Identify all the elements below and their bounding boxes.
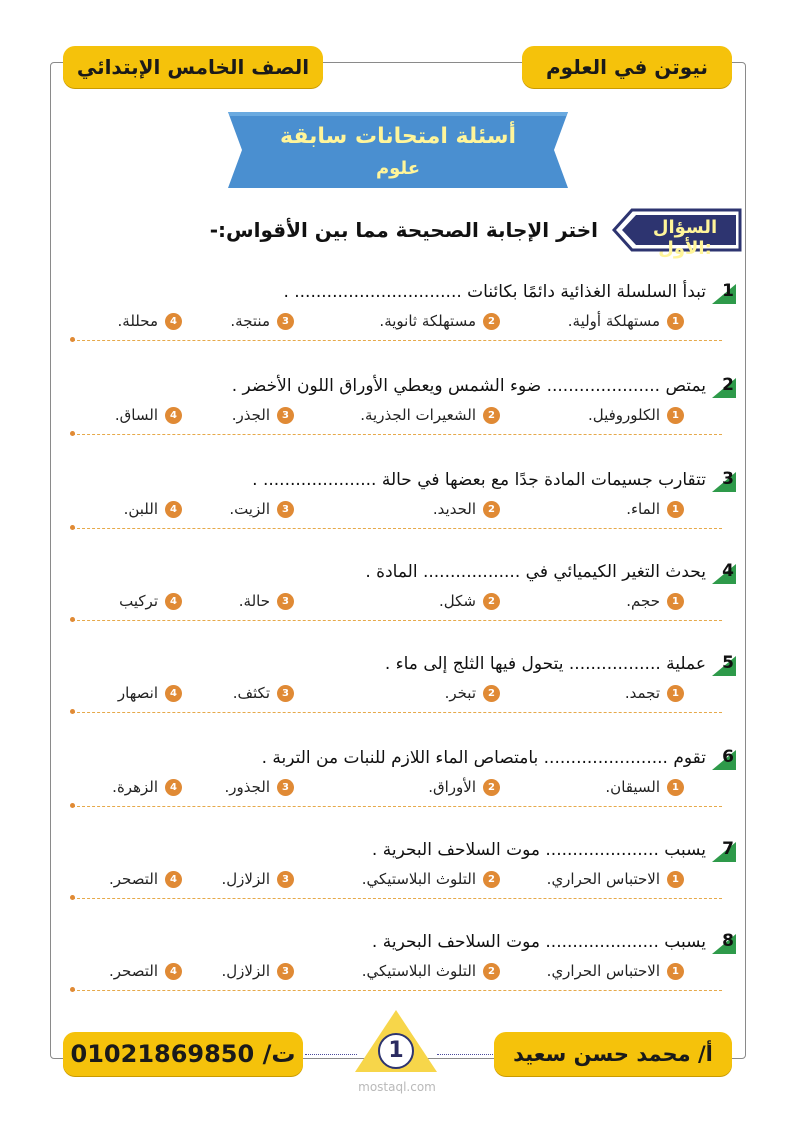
option-label: تكثف. xyxy=(232,684,270,702)
option-choice[interactable] xyxy=(362,870,500,888)
option-number: 3 xyxy=(277,593,294,610)
option-label: التصحر. xyxy=(109,962,158,980)
option-label: الأوراق. xyxy=(428,778,476,796)
option-label: الجذر. xyxy=(231,406,270,424)
teacher-label: أ/ محمد حسن سعيد xyxy=(494,1032,732,1076)
option-label: حالة. xyxy=(238,592,270,610)
question-number-badge xyxy=(710,282,738,306)
option-choice[interactable] xyxy=(222,962,294,980)
option-number: 2 xyxy=(483,871,500,888)
option-label: اللبن. xyxy=(123,500,158,518)
option-choice[interactable] xyxy=(433,500,500,518)
option-choice[interactable] xyxy=(109,962,182,980)
option-label: منتجة. xyxy=(230,312,270,330)
question-text: يمتص ..................... ضوء الشمس ويعطي الأوراق اللون الأخضر . xyxy=(231,376,706,396)
option-choice[interactable] xyxy=(118,312,182,330)
option-number: 4 xyxy=(165,501,182,518)
option-label: الزهرة. xyxy=(112,778,158,796)
option-label: الزلازل. xyxy=(221,870,270,888)
question-number: 8 xyxy=(722,931,734,951)
option-label: انصهار xyxy=(117,684,158,702)
question-item xyxy=(72,282,742,352)
question-item xyxy=(72,562,742,632)
option-choice[interactable] xyxy=(112,778,182,796)
option-number: 3 xyxy=(277,871,294,888)
question-text: يسبب ..................... موت السلاحف البحرية . xyxy=(371,840,706,860)
option-choice[interactable] xyxy=(230,312,294,330)
question-number: 2 xyxy=(722,375,734,395)
option-choice[interactable] xyxy=(547,962,684,980)
question-number-badge xyxy=(710,562,738,586)
question-text: عملية ................. يتحول فيها الثلج إلى ماء . xyxy=(384,654,706,674)
option-number: 1 xyxy=(667,501,684,518)
option-choice[interactable] xyxy=(626,500,684,518)
option-number: 2 xyxy=(483,779,500,796)
question-number-badge xyxy=(710,470,738,494)
option-label: مستهلكة ثانوية. xyxy=(379,312,476,330)
option-label: التصحر. xyxy=(109,870,158,888)
option-label: الزيت. xyxy=(229,500,270,518)
dashed-divider xyxy=(72,806,722,808)
question-number-badge xyxy=(710,840,738,864)
question-number: 1 xyxy=(722,281,734,301)
option-number: 1 xyxy=(667,685,684,702)
option-choice[interactable] xyxy=(379,312,500,330)
question-number-badge xyxy=(710,932,738,956)
page-number: 1 xyxy=(388,1038,404,1063)
question-number-badge xyxy=(710,654,738,678)
option-label: الاحتباس الحراري. xyxy=(546,870,660,888)
option-label: الساق. xyxy=(114,406,158,424)
phone-label: ت/ 01021869850 xyxy=(63,1032,303,1076)
footer-dotted-line-left xyxy=(305,1054,357,1056)
option-number: 2 xyxy=(483,313,500,330)
option-number: 1 xyxy=(667,963,684,980)
option-choice[interactable] xyxy=(362,962,500,980)
option-label: مستهلكة أولية. xyxy=(567,312,660,330)
option-choice[interactable] xyxy=(124,500,182,518)
question-number: 7 xyxy=(722,839,734,859)
option-number: 2 xyxy=(483,407,500,424)
option-choice[interactable] xyxy=(118,684,182,702)
question-number: 5 xyxy=(722,653,734,673)
dashed-divider xyxy=(72,712,722,714)
footer-dotted-line-right xyxy=(437,1054,493,1056)
option-label: تجمد. xyxy=(624,684,660,702)
option-choice[interactable] xyxy=(229,500,294,518)
option-number: 3 xyxy=(277,501,294,518)
option-number: 4 xyxy=(165,407,182,424)
option-label: شكل. xyxy=(439,592,476,610)
dashed-divider xyxy=(72,528,722,530)
option-choice[interactable] xyxy=(445,684,500,702)
question-tag xyxy=(612,208,742,259)
option-choice[interactable] xyxy=(626,592,684,610)
option-choice[interactable] xyxy=(224,778,294,796)
option-choice[interactable] xyxy=(233,684,294,702)
option-number: 3 xyxy=(277,963,294,980)
option-number: 1 xyxy=(667,407,684,424)
option-choice[interactable] xyxy=(439,592,500,610)
option-number: 4 xyxy=(165,593,182,610)
question-item xyxy=(72,470,742,540)
question-item xyxy=(72,748,742,818)
question-text: يسبب ..................... موت السلاحف البحرية . xyxy=(371,932,706,952)
option-label: الماء. xyxy=(626,500,660,518)
option-choice[interactable] xyxy=(428,778,500,796)
dashed-divider xyxy=(72,434,722,436)
option-number: 1 xyxy=(667,779,684,796)
dashed-divider xyxy=(72,990,722,992)
option-number: 3 xyxy=(277,685,294,702)
option-number: 1 xyxy=(667,313,684,330)
question-text: تقوم ....................... بامتصاص الماء اللازم للنبات من التربة . xyxy=(261,748,706,768)
option-number: 1 xyxy=(667,871,684,888)
option-label: الجذور. xyxy=(224,778,270,796)
question-item xyxy=(72,376,742,446)
option-number: 2 xyxy=(483,963,500,980)
option-choice[interactable] xyxy=(239,592,294,610)
option-choice[interactable] xyxy=(547,870,684,888)
dashed-divider xyxy=(72,898,722,900)
question-number: 3 xyxy=(722,469,734,489)
option-number: 4 xyxy=(165,779,182,796)
question-text: تبدأ السلسلة الغذائية دائمًا بكائنات ............................... . xyxy=(283,282,706,302)
banner-title: أسئلة امتحانات سابقة xyxy=(279,124,517,149)
option-choice[interactable] xyxy=(360,406,500,424)
option-choice[interactable] xyxy=(568,312,684,330)
option-number: 3 xyxy=(277,779,294,796)
question-number-badge xyxy=(710,748,738,772)
question-number: 6 xyxy=(722,747,734,767)
option-label: الزلازل. xyxy=(221,962,270,980)
option-number: 4 xyxy=(165,963,182,980)
option-choice[interactable] xyxy=(605,778,684,796)
option-number: 3 xyxy=(277,313,294,330)
question-item xyxy=(72,654,742,724)
instruction-text: اختر الإجابة الصحيحة مما بين الأقواس:- xyxy=(209,218,598,242)
question-number-badge xyxy=(710,376,738,400)
option-label: الحديد. xyxy=(432,500,476,518)
option-number: 1 xyxy=(667,593,684,610)
option-choice[interactable] xyxy=(109,870,182,888)
option-number: 2 xyxy=(483,593,500,610)
option-label: السيقان. xyxy=(605,778,660,796)
grade-label: الصف الخامس الإبتدائي xyxy=(63,46,323,88)
option-label: الكلوروفيل. xyxy=(587,406,660,424)
dashed-divider xyxy=(72,620,722,622)
question-number: 4 xyxy=(722,561,734,581)
option-number: 3 xyxy=(277,407,294,424)
option-number: 2 xyxy=(483,501,500,518)
option-number: 4 xyxy=(165,313,182,330)
option-number: 2 xyxy=(483,685,500,702)
option-label: الشعيرات الجذرية. xyxy=(360,406,476,424)
banner-subtitle: علوم xyxy=(375,158,421,179)
question-tag-label: السؤال الأول: xyxy=(652,217,718,259)
option-label: التلوث البلاستيكي. xyxy=(361,870,476,888)
watermark: mostaql.com xyxy=(358,1080,436,1094)
option-choice[interactable] xyxy=(119,592,182,610)
option-label: محللة. xyxy=(117,312,158,330)
question-text: يحدث التغير الكيميائي في .................. المادة . xyxy=(365,562,706,582)
option-choice[interactable] xyxy=(222,870,294,888)
question-text: تتقارب جسيمات المادة جدًا مع بعضها في حالة ..................... . xyxy=(252,470,706,490)
option-choice[interactable] xyxy=(232,406,294,424)
option-choice[interactable] xyxy=(115,406,182,424)
option-number: 4 xyxy=(165,871,182,888)
title-banner xyxy=(228,112,568,188)
option-label: الاحتباس الحراري. xyxy=(546,962,660,980)
option-label: التلوث البلاستيكي. xyxy=(361,962,476,980)
question-item xyxy=(72,932,742,1002)
option-choice[interactable] xyxy=(625,684,684,702)
option-label: تركيب xyxy=(119,592,158,610)
option-choice[interactable] xyxy=(588,406,684,424)
question-item xyxy=(72,840,742,910)
option-label: تبخر. xyxy=(444,684,476,702)
option-label: حجم. xyxy=(626,592,660,610)
option-number: 4 xyxy=(165,685,182,702)
subject-label: نيوتن في العلوم xyxy=(522,46,732,88)
dashed-divider xyxy=(72,340,722,342)
